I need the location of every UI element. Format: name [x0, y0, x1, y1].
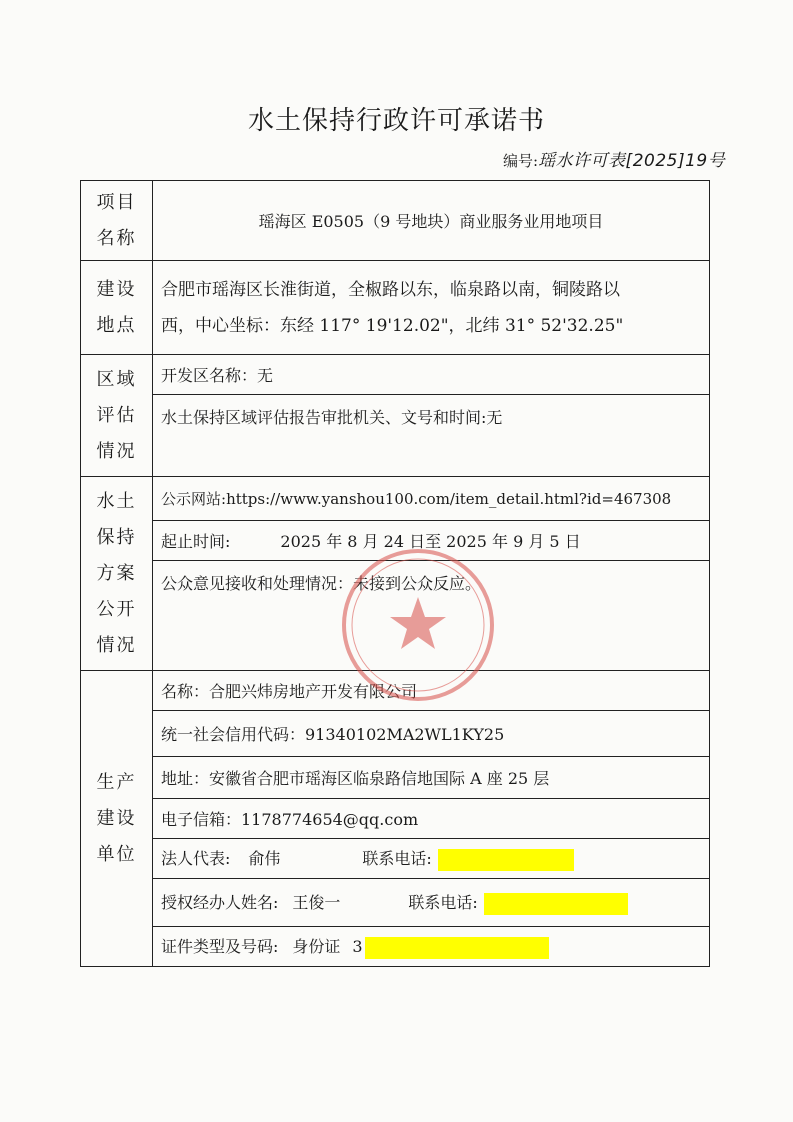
label-location: 建设 地点	[81, 261, 153, 355]
row-zone-eval-1	[81, 355, 710, 395]
unit-email: 电子信箱：1178774654@qq.com	[153, 799, 710, 839]
disclosure-feedback: 公众意见接收和处理情况：未接到公众反应。	[153, 561, 710, 671]
disclosure-website	[153, 477, 710, 521]
label-zone-eval: 区域 评估 情况	[81, 355, 153, 477]
unit-name: 名称：合肥兴炜房地产开发有限公司	[153, 671, 710, 711]
location-line-2: 西，中心坐标：东经 117° 19'12.02"，北纬 31° 52'32.25"	[161, 315, 624, 336]
redacted-phone	[438, 849, 574, 871]
redacted-id-number	[365, 937, 549, 959]
website-url: https://www.yanshou100.com/item_detail.html?id=467308	[226, 490, 672, 508]
commitment-table	[80, 180, 710, 967]
row-unit-email	[81, 799, 710, 839]
row-location	[81, 261, 710, 355]
website-label: 公示网站:	[161, 490, 227, 508]
redacted-agent-phone	[484, 893, 628, 915]
row-project-name	[81, 181, 710, 261]
location-value	[153, 261, 710, 355]
row-unit-address	[81, 757, 710, 799]
period-value: 2025 年 8 月 24 日至 2025 年 9 月 5 日	[280, 532, 581, 551]
row-unit-name	[81, 671, 710, 711]
period-label: 起止时间:	[161, 532, 231, 551]
label-unit: 生产 建设 单位	[81, 671, 153, 967]
zone-eval-report: 水土保持区域评估报告审批机关、文号和时间:无	[153, 395, 710, 477]
disclosure-period	[153, 521, 710, 561]
id-label: 证件类型及号码:	[161, 937, 279, 957]
project-name-value: 瑶海区 E0505（9 号地块）商业服务业用地项目	[153, 181, 710, 261]
agent-label: 授权经办人姓名:	[161, 893, 279, 913]
unit-legal-rep	[153, 839, 710, 879]
legal-phone-label: 联系电话:	[362, 849, 432, 869]
agent-phone-label: 联系电话:	[408, 893, 478, 913]
unit-agent	[153, 879, 710, 927]
unit-id	[153, 927, 710, 967]
serial-number	[503, 146, 725, 171]
unit-address: 地址：安徽省合肥市瑶海区临泉路信地国际 A 座 25 层	[153, 757, 710, 799]
row-unit-credit	[81, 711, 710, 757]
row-disclosure-feedback	[81, 561, 710, 671]
row-disclosure-website	[81, 477, 710, 521]
agent-value: 王俊一	[292, 893, 341, 913]
legal-rep-label: 法人代表:	[161, 849, 231, 869]
row-unit-legal	[81, 839, 710, 879]
document-title: 水土保持行政许可承诺书	[247, 106, 545, 136]
row-unit-id	[81, 927, 710, 967]
row-unit-agent	[81, 879, 710, 927]
label-project-name: 项目 名称	[81, 181, 153, 261]
row-disclosure-period	[81, 521, 710, 561]
dev-zone-name: 开发区名称：无	[153, 355, 710, 395]
serial-value: 瑶水许可表[2025]19号	[538, 151, 726, 171]
row-zone-eval-2	[81, 395, 710, 477]
legal-rep-value: 俞伟	[248, 849, 281, 869]
id-prefix: 3	[352, 937, 363, 957]
location-line-1: 合肥市瑶海区长淮街道，全椒路以东，临泉路以南，铜陵路以	[161, 279, 620, 300]
serial-label: 编号:	[503, 152, 539, 170]
label-disclosure: 水土 保持 方案 公开 情况	[81, 477, 153, 671]
unit-credit-code: 统一社会信用代码：91340102MA2WL1KY25	[153, 711, 710, 757]
id-type: 身份证	[292, 937, 341, 957]
